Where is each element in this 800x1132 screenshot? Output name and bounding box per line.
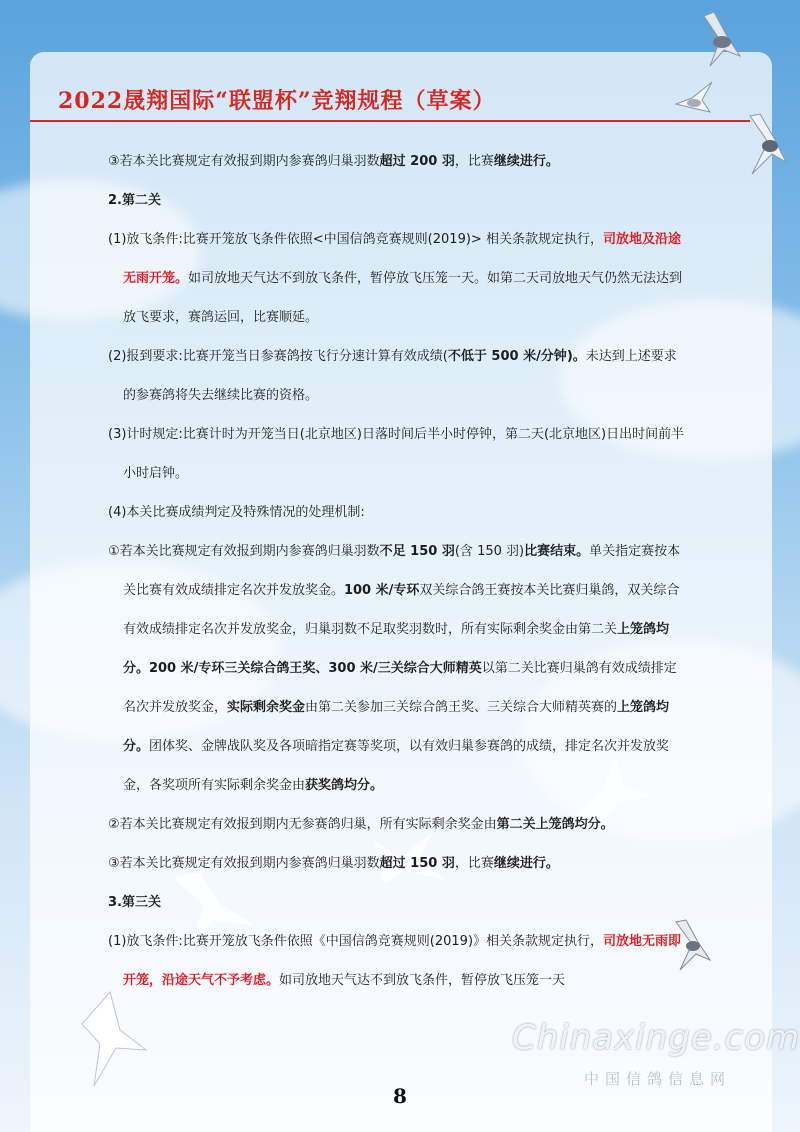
paragraph-text: 未达到上述要求的参赛鸽将失去继续比赛的资格。 <box>122 349 677 403</box>
paragraph-text: ，比赛 <box>454 856 494 871</box>
document-body <box>108 142 688 1000</box>
paragraph-text: 团体奖、金牌战队奖及各项暗指定赛等奖项，以有效归巢参赛鸽的成绩，排定名次并发放奖金，各奖项所有实际剩余奖金由 <box>122 739 669 793</box>
paragraph <box>108 532 688 805</box>
emphasis-text: 100 米/专环 <box>343 583 420 598</box>
emphasis-text: 上笼鸽均分。 <box>122 700 669 754</box>
page-title: 2022晟翔国际“联盟杯”竞翔规程（草案） <box>58 88 496 114</box>
paragraph-text: (含 150 羽) <box>454 544 525 559</box>
emphasis-text: 继续进行。 <box>493 856 559 871</box>
section-heading: 3.第三关 <box>108 895 161 910</box>
paragraph: (4)本关比赛成绩判定及特殊情况的处理机制: <box>108 505 365 520</box>
paragraph: (3)计时规定:比赛计时为开笼当日(北京地区)日落时间后半小时停钟，第二天(北京地区)日出时间前半小时启钟。 <box>108 427 685 481</box>
paragraph-text: 如司放地天气达不到放飞条件，暂停放飞压笼一天 <box>278 973 565 988</box>
pigeon-icon <box>80 990 150 1090</box>
paragraph <box>108 337 688 415</box>
highlight-text: 司放地无雨即开笼，沿途天气不予考虑。 <box>122 934 682 988</box>
paragraph-text: 以第二关比赛归巢鸽有效成绩排定名次并发放奖金， <box>122 661 677 715</box>
emphasis-text: 上笼鸽均分。200 米/专环三关综合鸽王奖、300 米/三关综合大师精英 <box>122 622 669 676</box>
emphasis-text: 不低于 500 米/分钟 <box>447 349 567 364</box>
section-heading: 2.第二关 <box>108 193 161 208</box>
emphasis-text: 比赛结束。 <box>524 544 590 559</box>
pigeon-icon <box>672 74 716 118</box>
paragraph-text: (1)放飞条件:比赛开笼放飞条件依照<中国信鸽竞赛规则(2019)> 相关条款规定执行， <box>108 232 603 247</box>
paragraph-text: ，比赛 <box>454 154 494 169</box>
page-number: 8 <box>393 1084 407 1108</box>
paragraph-text: ③若本关比赛规定有效报到期内参赛鸽归巢羽数 <box>108 856 380 871</box>
emphasis-text: 获奖鸽均分。 <box>304 778 383 793</box>
paragraph <box>108 142 688 181</box>
paragraph-text: 如司放地天气达不到放飞条件，暂停放飞压笼一天。如第二天司放地天气仍然无法达到放飞要求，赛鸽运回，比赛顺延。 <box>122 271 682 325</box>
paragraph-text: 双关综合鸽王赛按本关比赛归巢鸽，双关综合有效成绩排定名次并发放奖金，归巢羽数不足取奖羽数时，所有实际剩余奖金由第二关 <box>122 583 680 637</box>
emphasis-text: 不足 150 羽 <box>379 544 455 559</box>
emphasis-text: 实际剩余奖金 <box>226 700 305 715</box>
watermark-logo: Chinaxinge.com <box>512 1018 800 1058</box>
emphasis-text: 继续进行。 <box>493 154 559 169</box>
emphasis-text: 超过 150 羽 <box>379 856 455 871</box>
paragraph <box>108 922 688 1000</box>
emphasis-text: 超过 200 羽 <box>379 154 455 169</box>
paragraph-text: 单关指定赛按本关比赛有效成绩排定名次并发放奖金。 <box>122 544 681 598</box>
emphasis-text: )。 <box>566 349 586 364</box>
paragraph-text: ①若本关比赛规定有效报到期内参赛鸽归巢羽数 <box>108 544 380 559</box>
emphasis-text: 第二关上笼鸽均分。 <box>496 817 614 832</box>
paragraph-text: ③若本关比赛规定有效报到期内参赛鸽归巢羽数 <box>108 154 380 169</box>
paragraph-text: (1)放飞条件:比赛开笼放飞条件依照《中国信鸽竞赛规则(2019)》相关条款规定执行， <box>108 934 604 949</box>
paragraph-text: 由第二关参加三关综合鸽王奖、三关综合大师精英赛的 <box>304 700 617 715</box>
highlight-text: 司放地及沿途无雨开笼。 <box>122 232 681 286</box>
pigeon-icon <box>694 10 746 70</box>
watermark-subtitle: 中国信鸽信息网 <box>584 1070 732 1088</box>
paragraph <box>108 805 688 844</box>
title-divider <box>30 120 750 122</box>
paragraph <box>108 220 688 337</box>
paragraph-text: (2)报到要求:比赛开笼当日参赛鸽按飞行分速计算有效成绩( <box>108 349 448 364</box>
paragraph-text: ②若本关比赛规定有效报到期内无参赛鸽归巢，所有实际剩余奖金由 <box>108 817 497 832</box>
paragraph <box>108 844 688 883</box>
